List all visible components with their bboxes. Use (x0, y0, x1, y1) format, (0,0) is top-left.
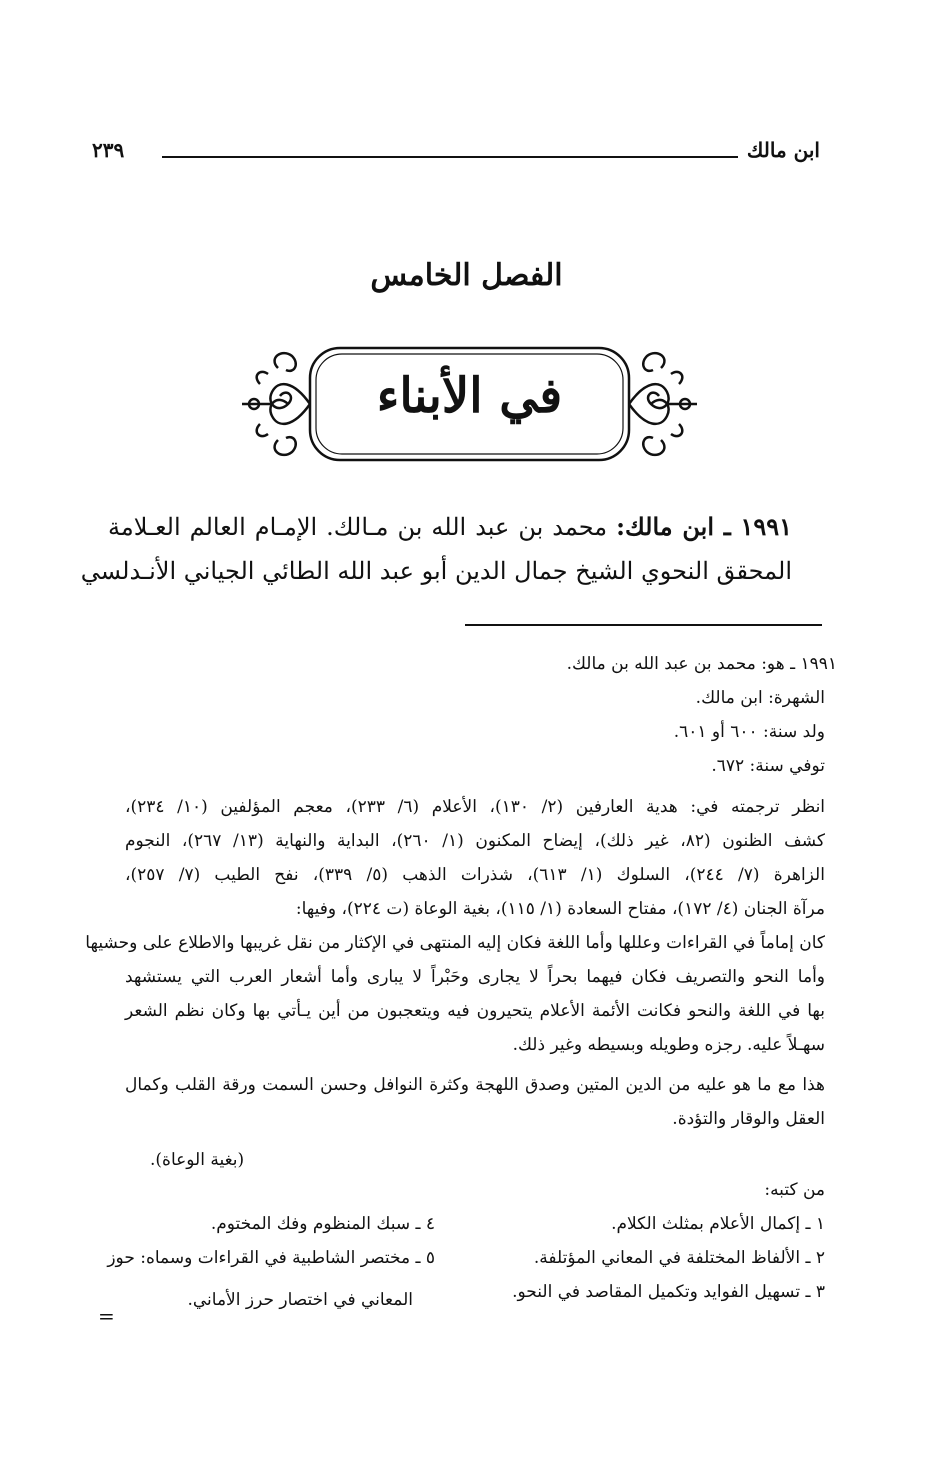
footnote-separator (465, 624, 822, 626)
book-item: ٢ ـ الألفاظ المختلفة في المعاني المؤتلفة. (533, 1248, 825, 1268)
footnote-line: بها في اللغة والنحو فكانت الأئمة الأعلام يتحيرون فيه ويتعجبون من أين يـأتي بها وكان نظم الشعر (125, 1001, 825, 1021)
footnote-source: (بغية الوعاة). (150, 1150, 245, 1170)
book-item: ٥ ـ مختصر الشاطبية في القراءات وسماه: حوز (107, 1248, 435, 1268)
continuation-mark: = (98, 1304, 115, 1328)
footnote-line: من كتبه: (764, 1180, 825, 1200)
header-rule (162, 156, 738, 158)
entry-line-1 (108, 512, 792, 541)
footnote-line: مرآة الجنان (٤/ ١٧٢)، مفتاح السعادة (١/ ١١٥)، بغية الوعاة (ت ٢٢٤)، وفيها: (295, 899, 825, 919)
entry-heading: ١٩٩١ ـ ابن مالك: (616, 512, 792, 541)
footnote-line: كشف الظنون (٨٢، غير ذلك)، إيضاح المكنون (١/ ٢٦٠)، البداية والنهاية (١٣/ ٢٦٧)، النجوم (125, 831, 825, 851)
entry-line-1-text: محمد بن عبد الله بن مـالك. الإمـام العالم العـلامة (108, 513, 617, 541)
footnote-line: كان إماماً في القراءات وعللها وأما اللغة فكان إليه المنتهى في الإكثار من نقل غريبها والاطلاع على وحشيها (85, 933, 825, 953)
footnote-line: ١٩٩١ ـ هو: محمد بن عبد الله بن مالك. (566, 654, 837, 674)
book-item: المعاني في اختصار حرز الأماني. (187, 1290, 413, 1310)
footnote-line: هذا مع ما هو عليه من الدين المتين وصدق اللهجة وكثرة النوافل وحسن السمت ورقة القلب وكمال (125, 1075, 825, 1095)
book-item: ١ ـ إكمال الأعلام بمثلث الكلام. (611, 1214, 825, 1234)
footnote-line: ولد سنة: ٦٠٠ أو ٦٠١. (673, 722, 825, 742)
footnote-line: الزاهرة (٧/ ٢٤٤)، السلوك (١/ ٦١٣)، شذرات الذهب (٥/ ٣٣٩)، نفح الطيب (٧/ ٢٥٧)، (125, 865, 825, 885)
footnote-line: انظر ترجمته في: هدية العارفين (٢/ ١٣٠)، الأعلام (٦/ ٢٣٣)، معجم المؤلفين (١٠/ ٢٣٤)، (125, 797, 826, 817)
page-number: ٢٣٩ (92, 138, 125, 162)
footnote-line: سهـلاً عليه. رجزه وطويله وبسيطه وغير ذلك. (512, 1035, 825, 1055)
footnote-line: الشهرة: ابن مالك. (695, 688, 825, 708)
chapter-title: الفصل الخامس (370, 258, 563, 293)
entry-line-2: المحقق النحوي الشيخ جمال الدين أبو عبد الله الطائي الجياني الأنـدلسي (80, 557, 792, 585)
footnote-line: توفي سنة: ٦٧٢. (711, 756, 825, 776)
book-item: ٤ ـ سبك المنظوم وفك المختوم. (210, 1214, 435, 1234)
chapter-banner (238, 340, 701, 468)
page-header (92, 138, 820, 168)
footnote-line: العقل والوقار والتؤدة. (672, 1109, 825, 1129)
running-title: ابن مالك (746, 138, 820, 162)
banner-title: في الأبناء (376, 368, 563, 424)
footnote-line: وأما النحو والتصريف فكان فيهما بحراً لا يجارى وحَبْراً لا يبارى وأما أشعار العرب التي يستشهد (125, 967, 825, 987)
book-item: ٣ ـ تسهيل الفوايد وتكميل المقاصد في النحو. (512, 1282, 825, 1302)
